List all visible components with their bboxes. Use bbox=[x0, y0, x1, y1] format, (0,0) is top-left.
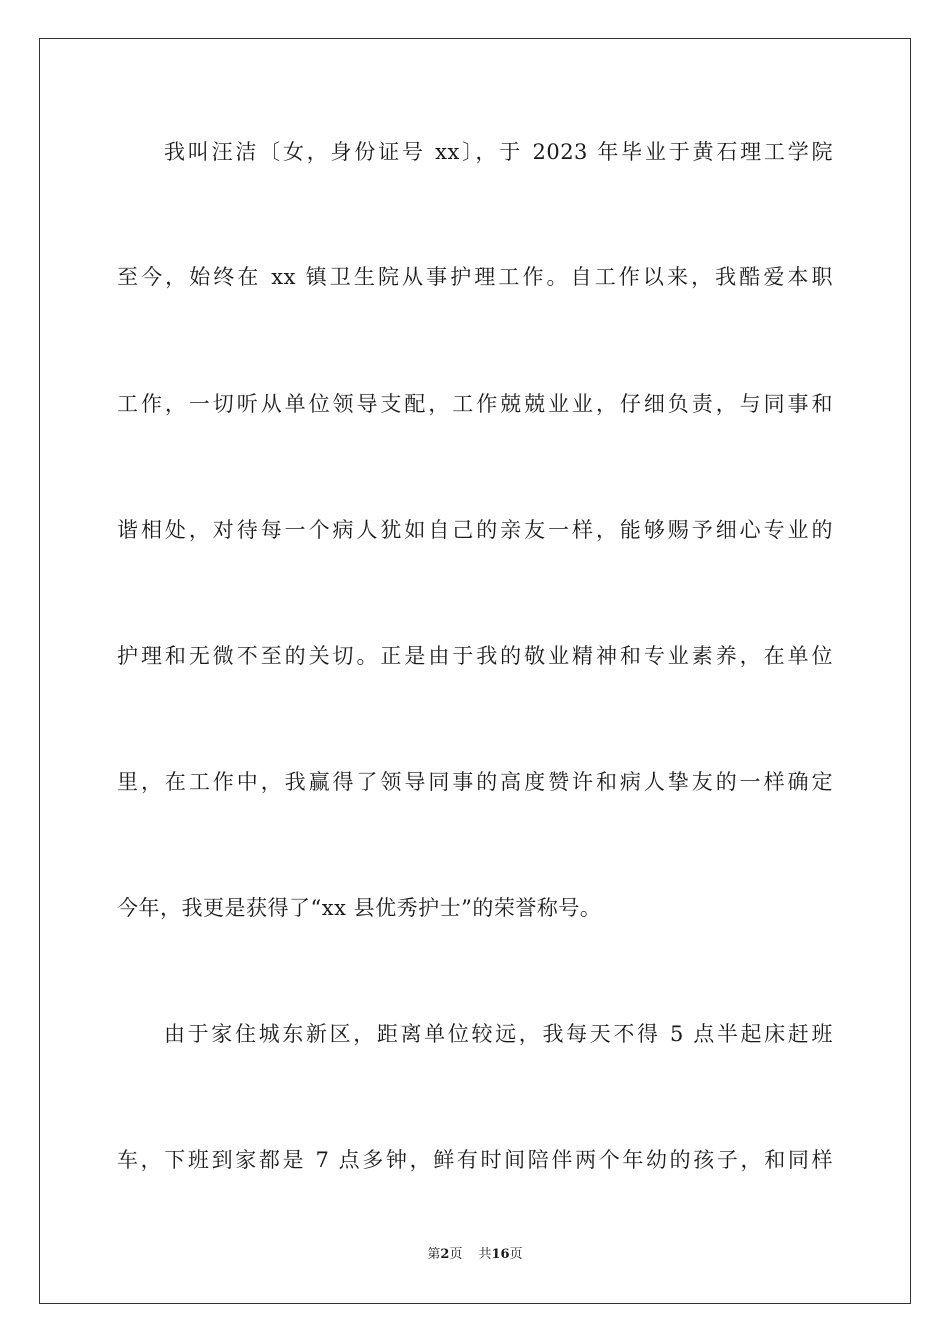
paragraph-2-line-2: 车，下班到家都是 7 点多钟，鲜有时间陪伴两个年幼的孩子，和同样 bbox=[117, 1148, 833, 1172]
footer-page-suffix: 页 bbox=[449, 1247, 463, 1262]
paragraph-1-line-3: 工作，一切听从单位领导支配，工作兢兢业业，仔细负责，与同事和 bbox=[117, 392, 833, 416]
paragraph-2-line-1: 由于家住城东新区，距离单位较远，我每天不得 5 点半起床赶班 bbox=[164, 1022, 833, 1046]
paragraph-1-line-1: 我叫汪洁〔女，身份证号 xx〕，于 2023 年毕业于黄石理工学院 bbox=[164, 140, 833, 164]
paragraph-1-line-2: 至今，始终在 xx 镇卫生院从事护理工作。自工作以来，我酷爱本职 bbox=[117, 265, 833, 289]
footer-page-number: 2 bbox=[440, 1247, 450, 1262]
page-frame bbox=[39, 38, 911, 1304]
paragraph-1-line-4: 谐相处，对待每一个病人犹如自己的亲友一样，能够赐予细心专业的 bbox=[117, 518, 833, 542]
footer-total-suffix: 页 bbox=[509, 1247, 523, 1262]
paragraph-1-line-5: 护理和无微不至的关切。正是由于我的敬业精神和专业素养，在单位 bbox=[117, 644, 833, 668]
footer-page-prefix: 第 bbox=[427, 1247, 441, 1262]
paragraph-1-line-6: 里，在工作中，我赢得了领导同事的高度赞许和病人挚友的一样确定 bbox=[117, 770, 833, 794]
footer-total-prefix: 共 bbox=[478, 1247, 492, 1262]
page-footer bbox=[0, 1246, 950, 1264]
paragraph-1-line-7: 今年，我更是获得了“xx 县优秀护士”的荣誉称号。 bbox=[117, 896, 602, 920]
footer-total-number: 16 bbox=[491, 1247, 510, 1262]
